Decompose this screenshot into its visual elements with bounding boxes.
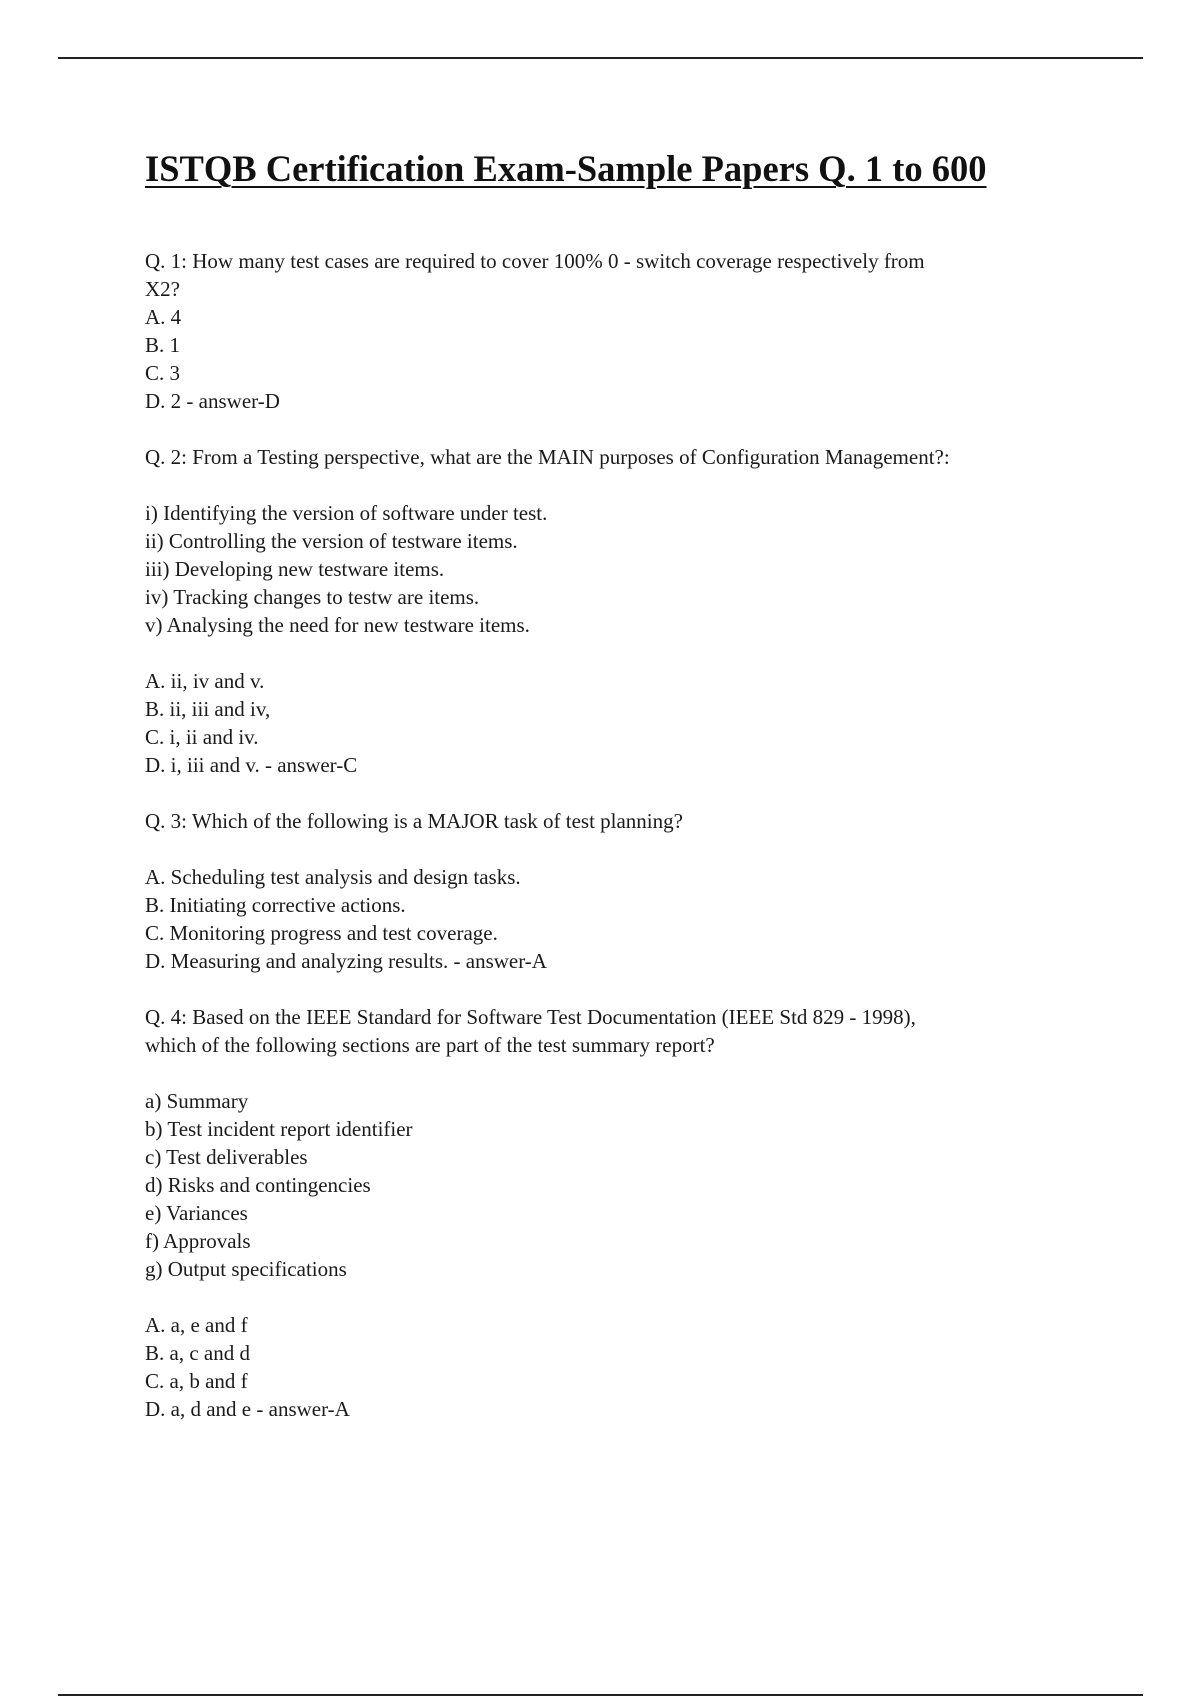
question-prompt: which of the following sections are part of the test summary report?: [145, 1033, 715, 1057]
question-prompt: Q. 1: How many test cases are required to cover 100% 0 - switch coverage respectively from: [145, 249, 925, 273]
question-block: [145, 807, 1080, 975]
footer-rule: [58, 1694, 1143, 1696]
answer-option: A. a, e and f: [145, 1313, 248, 1337]
statement-item: ii) Controlling the version of testware items.: [145, 529, 518, 553]
statement-item: iii) Developing new testware items.: [145, 557, 445, 581]
question-prompt: Q. 4: Based on the IEEE Standard for Software Test Documentation (IEEE Std 829 - 1998),: [145, 1005, 916, 1029]
answer-option: C. Monitoring progress and test coverage.: [145, 921, 498, 945]
header-rule: [58, 57, 1143, 59]
answer-option: D. i, iii and v. - answer-C: [145, 753, 358, 777]
question-block: [145, 1003, 1080, 1423]
answer-option: B. ii, iii and iv,: [145, 697, 271, 721]
statement-item: i) Identifying the version of software under test.: [145, 501, 548, 525]
statement-item: iv) Tracking changes to testw are items.: [145, 585, 480, 609]
answer-option: A. ii, iv and v.: [145, 669, 265, 693]
answer-option: A. Scheduling test analysis and design tasks.: [145, 865, 521, 889]
answer-option: A. 4: [145, 305, 182, 329]
statement-item: c) Test deliverables: [145, 1145, 308, 1169]
answer-option: C. 3: [145, 361, 181, 385]
page-title: ISTQB Certification Exam-Sample Papers Q. 1 to 600: [145, 148, 987, 189]
answer-option: B. a, c and d: [145, 1341, 250, 1365]
question-prompt: Q. 3: Which of the following is a MAJOR task of test planning?: [145, 809, 683, 833]
question-block: [145, 443, 1080, 779]
answer-option: C. a, b and f: [145, 1369, 248, 1393]
statement-item: f) Approvals: [145, 1229, 251, 1253]
question-list: [145, 247, 1080, 1423]
statement-item: g) Output specifications: [145, 1257, 347, 1281]
answer-option: B. 1: [145, 333, 181, 357]
statement-item: v) Analysing the need for new testware items.: [145, 613, 530, 637]
question-prompt: Q. 2: From a Testing perspective, what are the MAIN purposes of Configuration Management?:: [145, 445, 950, 469]
statement-item: e) Variances: [145, 1201, 248, 1225]
statement-item: a) Summary: [145, 1089, 249, 1113]
question-prompt: X2?: [145, 277, 180, 301]
statement-item: d) Risks and contingencies: [145, 1173, 371, 1197]
answer-option: C. i, ii and iv.: [145, 725, 259, 749]
answer-option: B. Initiating corrective actions.: [145, 893, 406, 917]
answer-option: D. 2 - answer-D: [145, 389, 280, 413]
answer-option: D. Measuring and analyzing results. - answer-A: [145, 949, 547, 973]
answer-option: D. a, d and e - answer-A: [145, 1397, 350, 1421]
question-block: [145, 247, 1080, 415]
statement-item: b) Test incident report identifier: [145, 1117, 413, 1141]
